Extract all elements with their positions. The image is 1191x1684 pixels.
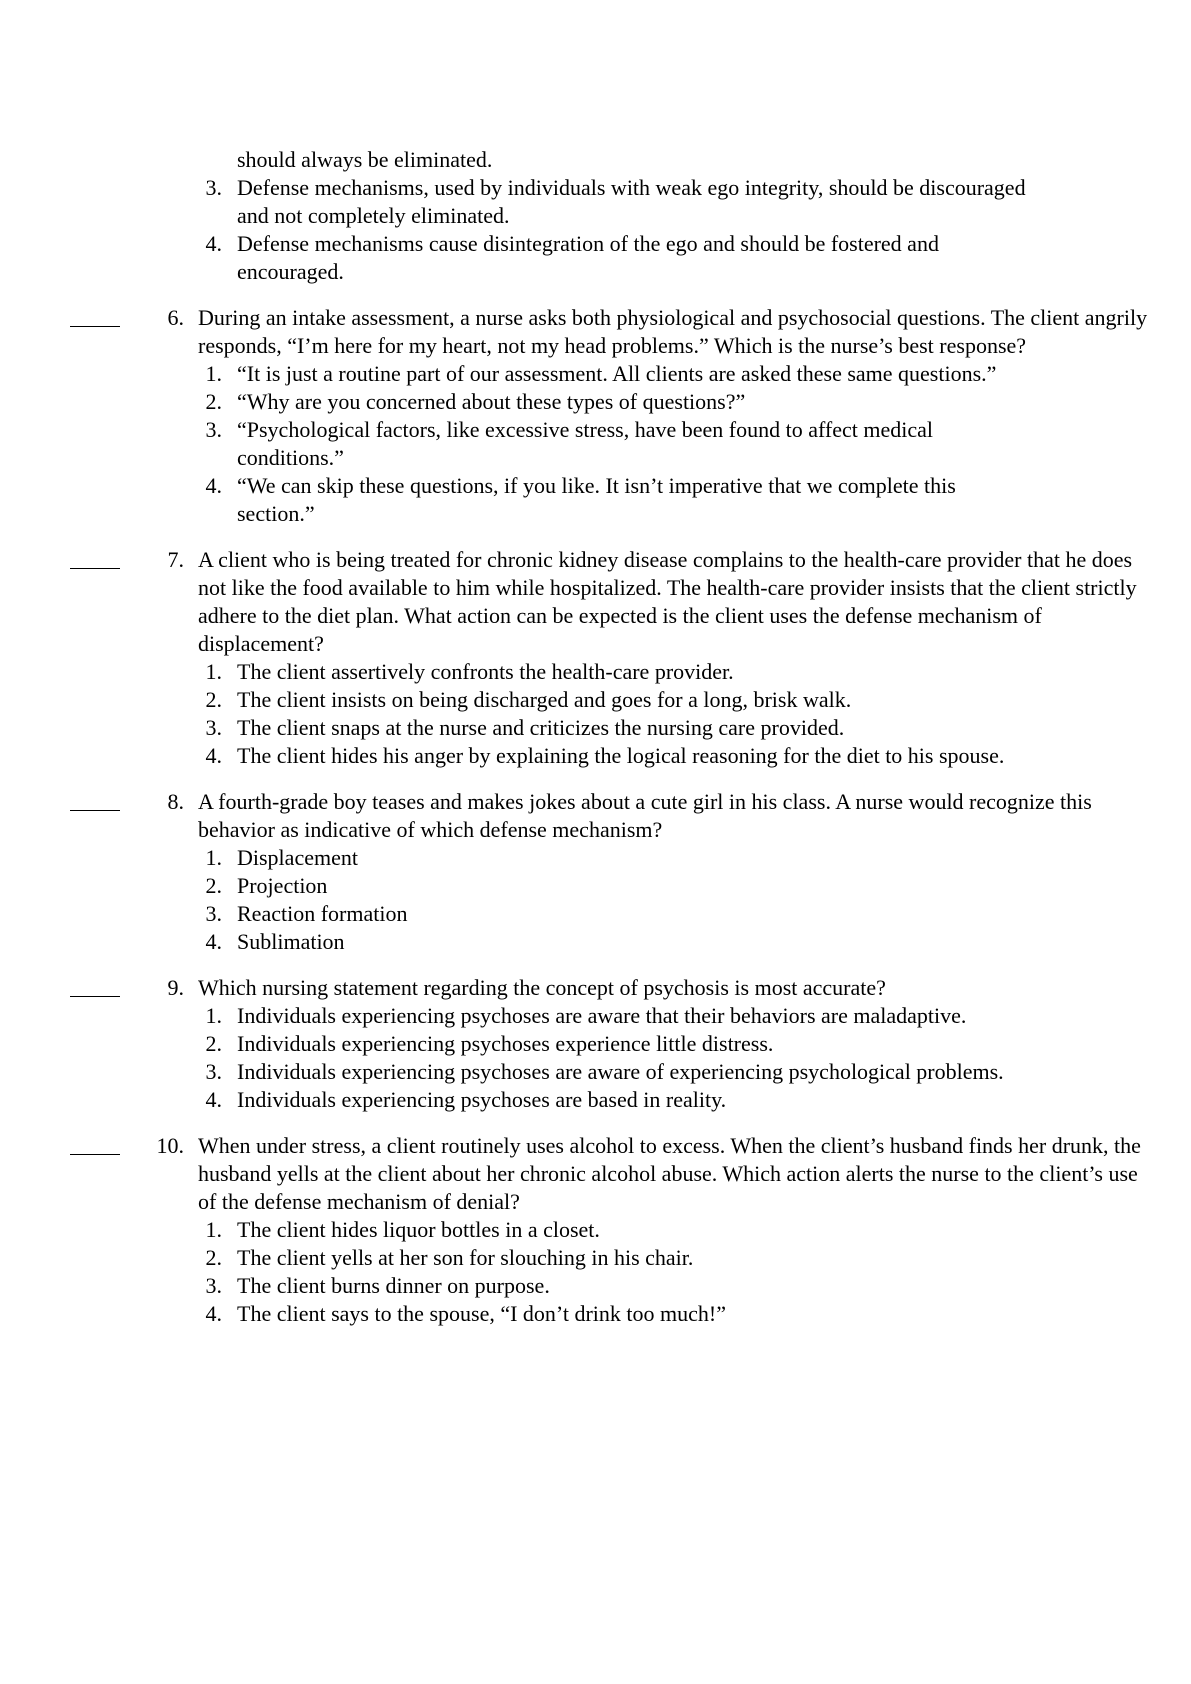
option-text: The client yells at her son for slouching in his chair. <box>237 1245 694 1270</box>
option-number: 2. <box>205 873 222 898</box>
option-number: 4. <box>205 231 222 256</box>
question-5-continuation <box>0 146 1191 286</box>
option-number: 1. <box>205 361 222 386</box>
answer-blank[interactable] <box>70 788 120 811</box>
question-stem: Which nursing statement regarding the concept of psychosis is most accurate? <box>198 975 886 1000</box>
option <box>0 1216 1191 1244</box>
option-text: The client hides his anger by explaining the logical reasoning for the diet to his spouse. <box>237 743 1005 768</box>
option-text: The client burns dinner on purpose. <box>237 1273 550 1298</box>
question-stem: A client who is being treated for chronic kidney disease complains to the health-care provider that he does not like the food available to him while hospitalized. The health-care provider insists that the client strictly adhere to the diet plan. What action can be expected is the client uses the defense mechanism of displacement? <box>198 547 1137 656</box>
option-number: 4. <box>205 473 222 498</box>
question-9 <box>0 974 1191 1114</box>
option <box>0 174 1191 230</box>
option-text: The client snaps at the nurse and criticizes the nursing care provided. <box>237 715 845 740</box>
question-stem: When under stress, a client routinely uses alcohol to excess. When the client’s husband finds her drunk, the husband yells at the client about her chronic alcohol abuse. Which action alerts the nurse to the client’s use of the defense mechanism of denial? <box>198 1133 1141 1214</box>
option-number: 3. <box>205 1273 222 1298</box>
question-number: 10. <box>156 1133 184 1158</box>
question-7 <box>0 546 1191 770</box>
option-text: Individuals experiencing psychoses are aware of experiencing psychological problems. <box>237 1059 1004 1084</box>
option-text: The client hides liquor bottles in a closet. <box>237 1217 600 1242</box>
answer-blank[interactable] <box>70 304 120 327</box>
option <box>0 1002 1191 1030</box>
question-6 <box>0 304 1191 528</box>
option-number: 2. <box>205 687 222 712</box>
option <box>0 416 1191 472</box>
option <box>0 472 1191 528</box>
option-number: 2. <box>205 1031 222 1056</box>
option-text: The client says to the spouse, “I don’t drink too much!” <box>237 1301 726 1326</box>
option-text: The client insists on being discharged and goes for a long, brisk walk. <box>237 687 852 712</box>
option-text: “Why are you concerned about these types of questions?” <box>237 389 746 414</box>
question-10 <box>0 1132 1191 1328</box>
question-stem: During an intake assessment, a nurse asks both physiological and psychosocial questions. The client angrily responds, “I’m here for my heart, not my head problems.” Which is the nurse’s best response? <box>198 305 1148 358</box>
option <box>0 230 1191 286</box>
option-text: The client assertively confronts the health-care provider. <box>237 659 734 684</box>
option <box>0 388 1191 416</box>
option-number: 4. <box>205 743 222 768</box>
option-number: 4. <box>205 1301 222 1326</box>
option <box>0 1300 1191 1328</box>
option-number: 1. <box>205 659 222 684</box>
option-text: Individuals experiencing psychoses are aware that their behaviors are maladaptive. <box>237 1003 967 1028</box>
option-number: 3. <box>205 417 222 442</box>
answer-blank[interactable] <box>70 1132 120 1155</box>
option-continuation <box>0 146 1191 174</box>
option-number: 3. <box>205 1059 222 1084</box>
option-text: Individuals experiencing psychoses are based in reality. <box>237 1087 727 1112</box>
question-stem: A fourth-grade boy teases and makes jokes about a cute girl in his class. A nurse would recognize this behavior as indicative of which defense mechanism? <box>198 789 1092 842</box>
option <box>0 1030 1191 1058</box>
option-number: 1. <box>205 1217 222 1242</box>
answer-blank[interactable] <box>70 974 120 997</box>
option <box>0 872 1191 900</box>
option <box>0 844 1191 872</box>
option <box>0 900 1191 928</box>
answer-blank[interactable] <box>70 546 120 569</box>
option <box>0 928 1191 956</box>
option-number: 3. <box>205 715 222 740</box>
question-number: 9. <box>167 975 184 1000</box>
option <box>0 1058 1191 1086</box>
option-text: should always be eliminated. <box>237 147 493 172</box>
question-number: 8. <box>167 789 184 814</box>
option-text: “We can skip these questions, if you like. It isn’t imperative that we complete this section.” <box>237 473 956 526</box>
option <box>0 360 1191 388</box>
option-text: Individuals experiencing psychoses experience little distress. <box>237 1031 774 1056</box>
question-number: 6. <box>167 305 184 330</box>
option <box>0 686 1191 714</box>
option <box>0 714 1191 742</box>
option-number: 4. <box>205 1087 222 1112</box>
option-number: 1. <box>205 845 222 870</box>
option-text: “It is just a routine part of our assessment. All clients are asked these same questions.” <box>237 361 997 386</box>
option-text: “Psychological factors, like excessive stress, have been found to affect medical conditions.” <box>237 417 934 470</box>
option-text: Defense mechanisms, used by individuals with weak ego integrity, should be discouraged and not completely eliminated. <box>237 175 1026 228</box>
option <box>0 658 1191 686</box>
option <box>0 1086 1191 1114</box>
option <box>0 1272 1191 1300</box>
option-number: 2. <box>205 389 222 414</box>
question-8 <box>0 788 1191 956</box>
option-number: 3. <box>205 901 222 926</box>
option-text: Defense mechanisms cause disintegration of the ego and should be fostered and encouraged. <box>237 231 939 284</box>
option-text: Projection <box>237 873 328 898</box>
question-number: 7. <box>167 547 184 572</box>
option-number: 4. <box>205 929 222 954</box>
option-text: Reaction formation <box>237 901 408 926</box>
option-text: Displacement <box>237 845 358 870</box>
option <box>0 742 1191 770</box>
option <box>0 1244 1191 1272</box>
option-number: 1. <box>205 1003 222 1028</box>
option-number: 2. <box>205 1245 222 1270</box>
question-list <box>0 146 1191 1346</box>
option-text: Sublimation <box>237 929 345 954</box>
option-number: 3. <box>205 175 222 200</box>
